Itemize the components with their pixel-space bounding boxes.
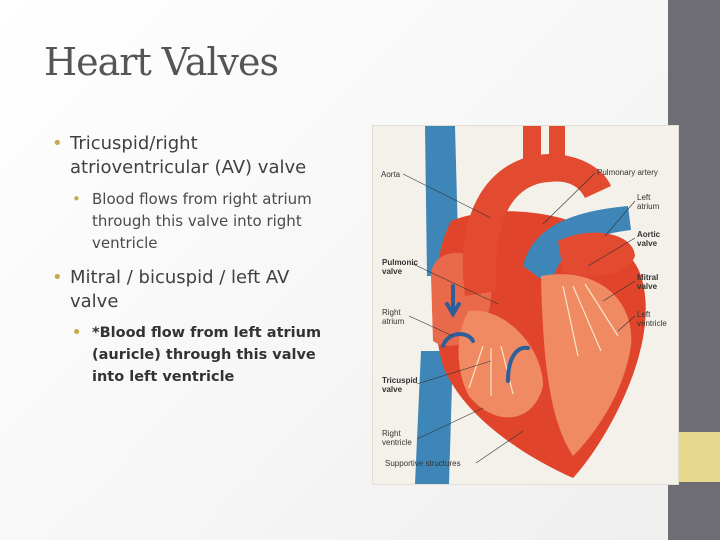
sub-bullet-tricuspid-line-1: Blood flows from right atrium [92, 190, 312, 208]
aorta-branch-1 [523, 126, 541, 162]
label-mitral-valve-line-2: valve [637, 282, 658, 291]
label-tricuspid-valve-line-2: valve [382, 385, 403, 394]
label-aortic-valve-line-2: valve [637, 239, 658, 248]
sub-bullet-mitral-line-2: (auricle) through this valve [92, 347, 316, 363]
sub-bullet-mitral [72, 322, 344, 388]
label-supportive-structures: Supportive structures [385, 459, 461, 468]
bullet-mitral-line-2: valve [70, 291, 119, 312]
slide-title: Heart Valves [44, 40, 279, 84]
heart-diagram [372, 125, 679, 485]
label-aorta: Aorta [381, 170, 401, 179]
label-left-ventricle [637, 310, 667, 328]
bullet-list [52, 132, 344, 400]
label-right-atrium-line-1: Right [382, 308, 401, 317]
sub-bullet-tricuspid-line-3: ventricle [92, 234, 158, 252]
label-right-ventricle [382, 429, 412, 447]
label-tricuspid-valve [382, 376, 418, 394]
label-pulmonic-valve-line-2: valve [382, 267, 403, 276]
label-aortic-valve-line-1: Aortic [637, 230, 661, 239]
bullet-tricuspid [52, 132, 344, 180]
aorta-branch-2 [549, 126, 565, 166]
label-tricuspid-valve-line-1: Tricuspid [382, 376, 418, 385]
bullet-tricuspid-line-1: Tricuspid/right [70, 133, 198, 154]
sub-bullet-tricuspid-line-2: through this valve into right [92, 212, 302, 230]
label-pulmonic-valve-line-1: Pulmonic [382, 258, 419, 267]
label-left-atrium [637, 193, 659, 211]
bullet-mitral-line-1: Mitral / bicuspid / left AV [70, 267, 290, 288]
label-left-atrium-line-2: atrium [637, 202, 660, 211]
label-aortic-valve [637, 230, 660, 248]
sub-bullet-mitral-line-1: *Blood flow from left atrium [92, 325, 322, 341]
label-right-atrium-line-2: atrium [382, 317, 405, 326]
label-pulmonic-valve [382, 258, 418, 276]
label-pulmonary-artery: Pulmonary artery [597, 168, 658, 177]
label-right-ventricle-line-1: Right [382, 429, 401, 438]
label-left-ventricle-line-2: ventricle [637, 319, 667, 328]
bullet-mitral [52, 266, 344, 314]
sub-bullet-tricuspid [72, 188, 344, 254]
label-right-ventricle-line-2: ventricle [382, 438, 412, 447]
label-right-atrium [382, 308, 404, 326]
sub-bullet-mitral-line-3: into left ventricle [92, 369, 235, 385]
label-mitral-valve-line-1: Mitral [637, 273, 659, 282]
heart-illustration [373, 126, 678, 484]
label-mitral-valve [637, 273, 658, 291]
bullet-tricuspid-line-2: atrioventricular (AV) valve [70, 157, 307, 178]
label-left-ventricle-line-1: Left [637, 310, 651, 319]
label-left-atrium-line-1: Left [637, 193, 651, 202]
